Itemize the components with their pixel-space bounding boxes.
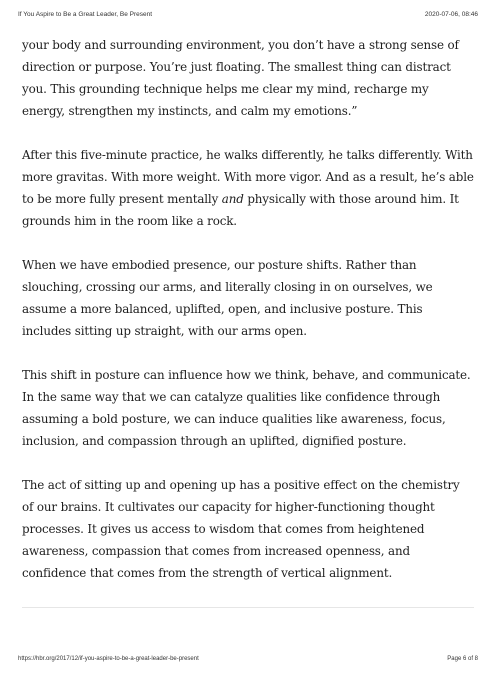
- article-paragraph-4: This shift in posture can influence how we think, behave, and communicate. In the same way that we can catalyze qualities like confidence through assuming a bold posture, we can induce qualities like awareness, focus, inclusion, and compassion through an uplifted, dignified posture.: [22, 368, 471, 448]
- print-footer-page-number: Page 6 of 8: [447, 656, 478, 662]
- print-footer-url[interactable]: https://hbr.org/2017/12/if-you-aspire-to-be-a-great-leader-be-present: [18, 656, 199, 662]
- article-paragraph-2: [22, 144, 474, 232]
- print-header-title: If You Aspire to Be a Great Leader, Be Present: [18, 11, 153, 18]
- print-footer: [18, 656, 478, 668]
- paragraph-2-text-before: After this five-minute practice, he walks differently, he talks differently. With more gravitas. With more weight. With more vigor. And as a result, he’s able to be more fully present mentally: [22, 148, 474, 206]
- article-paragraph-5: The act of sitting up and opening up has a positive effect on the chemistry of our brains. It cultivates our capacity for higher-functioning thought processes. It gives us access to wisdom that comes from heightened awareness, compassion that comes from increased openness, and confidence that comes from the strength of vertical alignment.: [22, 478, 460, 580]
- article-body: [22, 34, 474, 584]
- article-divider: [22, 607, 474, 608]
- paragraph-2-emphasis: and: [221, 192, 244, 206]
- article-paragraph-3: When we have embodied presence, our posture shifts. Rather than slouching, crossing our arms, and literally closing in on ourselves, we assume a more balanced, uplifted, open, and inclusive posture. This includes sitting up straight, with our arms open.: [22, 258, 433, 338]
- print-header: [18, 11, 478, 23]
- paragraph-2-text-after: physically with those around him. It grounds him in the room like a rock.: [22, 192, 459, 228]
- article-paragraph-1: your body and surrounding environment, you don’t have a strong sense of direction or purpose. You’re just floating. The smallest thing can distract you. This grounding technique helps me clear my mind, recharge my energy, strengthen my instincts, and calm my emotions.”: [22, 38, 459, 118]
- print-header-datetime: 2020-07-06, 08:46: [424, 11, 478, 18]
